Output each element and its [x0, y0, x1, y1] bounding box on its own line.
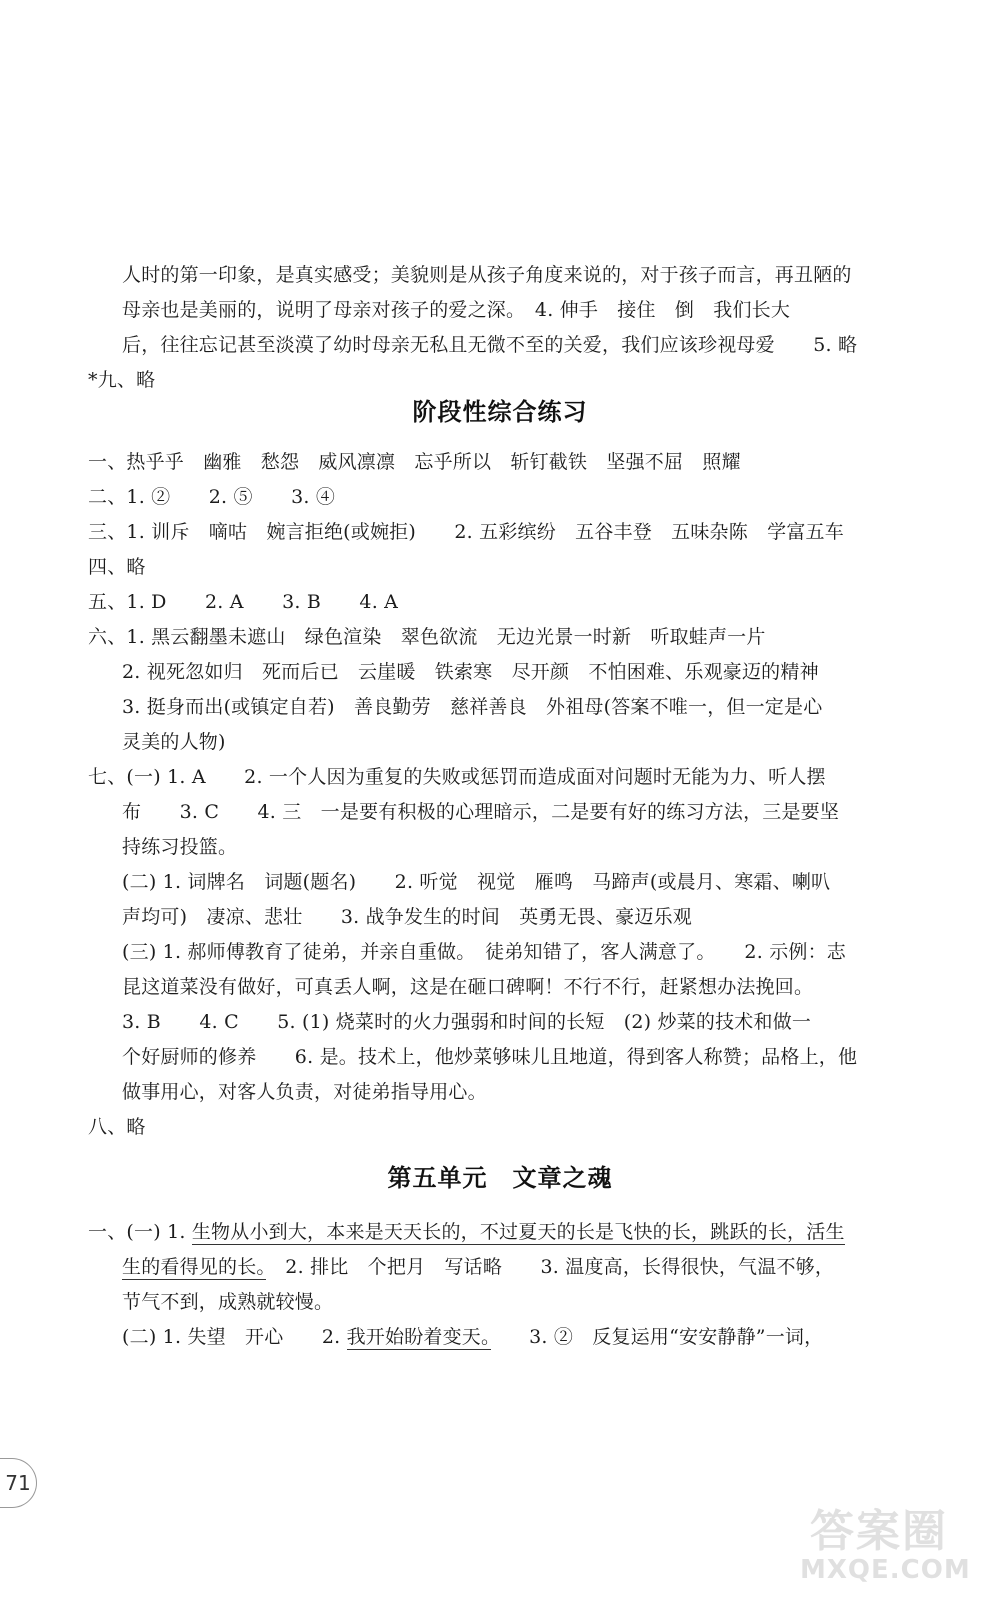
- underlined-answer: 我开始盼着变天。: [346, 1326, 491, 1348]
- answer-line: 3. 挺身而出(或镇定自若) 善良勤劳 慈祥善良 外祖母(答案不唯一，但一定是心: [122, 696, 823, 718]
- watermark-logo: [800, 1495, 980, 1595]
- answer-line: 人时的第一印象，是真实感受；美貌则是从孩子角度来说的，对于孩子而言，再丑陋的: [122, 264, 852, 286]
- answer-line: 节气不到，成熟就较慢。: [122, 1291, 334, 1313]
- answer-line: 母亲也是美丽的，说明了母亲对孩子的爱之深。 4. 伸手 接住 倒 我们长大: [122, 299, 791, 321]
- answer-line: 三、1. 训斥 嘀咕 婉言拒绝(或婉拒) 2. 五彩缤纷 五谷丰登 五味杂陈 学富五车: [88, 521, 844, 543]
- answer-line: 二、1. ② 2. ⑤ 3. ④: [88, 486, 336, 508]
- answer-line: 六、1. 黑云翻墨未遮山 绿色渲染 翠色欲流 无边光景一时新 听取蛙声一片: [88, 626, 766, 648]
- answer-line: 昆这道菜没有做好，可真丢人啊，这是在砸口碑啊！不行不行，赶紧想办法挽回。: [122, 976, 814, 998]
- answer-line: 2. 视死忽如归 死而后已 云崖暖 铁索寒 尽开颜 不怕困难、乐观豪迈的精神: [122, 661, 819, 683]
- watermark-url: MXQE.COM: [800, 1555, 971, 1585]
- underlined-answer: 生的看得见的长。: [122, 1256, 267, 1278]
- answer-line: 做事用心，对客人负责，对徒弟指导用心。: [122, 1081, 487, 1103]
- answer-line: [122, 1325, 823, 1349]
- answer-line: 后，往往忘记甚至淡漠了幼时母亲无私且无微不至的关爱，我们应该珍视母爱 5. 略: [122, 334, 858, 356]
- answer-line: 五、1. D 2. A 3. B 4. A: [88, 591, 399, 613]
- answer-line: (二) 1. 词牌名 词题(题名) 2. 听觉 视觉 雁鸣 马蹄声(或晨月、寒霜、喇叭: [122, 871, 831, 893]
- answer-line: 个好厨师的修养 6. 是。技术上，他炒菜够味儿且地道，得到客人称赞；品格上，他: [122, 1046, 858, 1068]
- answer-line: 四、略: [88, 556, 146, 578]
- answer-line: [122, 1255, 834, 1279]
- answer-line: 声均可) 凄凉、悲壮 3. 战争发生的时间 英勇无畏、豪迈乐观: [122, 906, 692, 928]
- answer-line: 3. B 4. C 5. (1) 烧菜时的火力强弱和时间的长短 (2) 炒菜的技术和做一: [122, 1011, 812, 1033]
- section-title: 第五单元 文章之魂: [387, 1164, 613, 1192]
- section-title: 阶段性综合练习: [412, 398, 588, 426]
- page-number: 71: [0, 1458, 37, 1508]
- answer-prefix: (二) 1. 失望 开心 2.: [122, 1326, 347, 1348]
- watermark-text: 答案圈: [810, 1506, 948, 1557]
- answer-line: *九、略: [88, 369, 156, 391]
- answer-line: 八、略: [88, 1116, 146, 1138]
- answer-line: 灵美的人物): [122, 731, 226, 753]
- answer-line: [88, 1220, 845, 1244]
- answer-text: 2. 排比 个把月 写话略 3. 温度高，长得很快，气温不够，: [266, 1256, 835, 1278]
- answer-line: 一、热乎乎 幽雅 愁怨 威风凛凛 忘乎所以 斩钉截铁 坚强不屈 照耀: [88, 451, 741, 473]
- answer-line: (三) 1. 郝师傅教育了徒弟，并亲自重做。 徒弟知错了，客人满意了。 2. 示例：志: [122, 941, 847, 963]
- answer-line: 持练习投篮。: [122, 836, 238, 858]
- underlined-answer: 生物从小到大，本来是天天长的，不过夏天的长是飞快的长，跳跃的长，活生: [191, 1221, 845, 1243]
- answer-line: 七、(一) 1. A 2. 一个人因为重复的失败或惩罚而造成面对问题时无能为力、听人摆: [88, 766, 826, 788]
- answer-line: 布 3. C 4. 三 一是要有积极的心理暗示，二是要有好的练习方法，三是要坚: [122, 801, 840, 823]
- answer-text: 3. ② 反复运用“安安静静”一词，: [490, 1326, 824, 1348]
- answer-prefix: 一、(一) 1.: [88, 1221, 192, 1243]
